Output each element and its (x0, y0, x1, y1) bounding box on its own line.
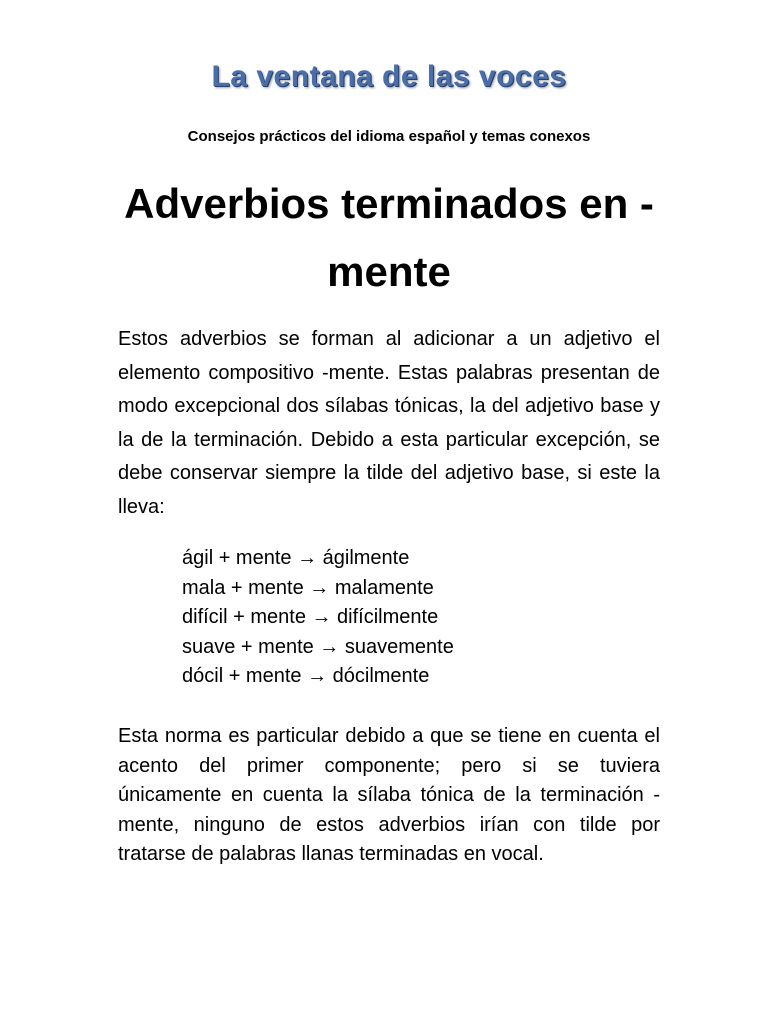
example-line: suave + mente → suavemente (182, 635, 454, 658)
example-line: dócil + mente → dócilmente (182, 665, 430, 688)
article-heading: Adverbios terminados en -mente (124, 180, 654, 295)
article-paragraph-1: Estos adverbios se forman al adicionar a un adjetivo el elemento compositivo -mente. Estas palabras presentan de modo excepcional dos sílabas tónicas, la del adjetivo base y la de la terminación. Debido a esta particular excepción, se debe conservar siempre la tilde del adjetivo base, si este la lleva: (118, 328, 660, 518)
article-paragraph-2: Esta norma es particular debido a que se tiene en cuenta el acento del primer componente; pero si se tuviera únicamente en cuenta la sílaba tónica de la terminación -mente, ninguno de estos adverbios irían con tilde por tratarse de palabras llanas terminadas en vocal. (118, 725, 660, 866)
example-line: difícil + mente → difícilmente (182, 606, 439, 629)
example-line: ágil + mente → ágilmente (182, 547, 410, 569)
blog-subtitle: Consejos prácticos del idioma español y temas conexos (187, 128, 591, 145)
example-line: mala + mente → malamente (182, 576, 434, 599)
examples-list (182, 544, 662, 692)
blog-title: La ventana de las voces (211, 60, 567, 93)
